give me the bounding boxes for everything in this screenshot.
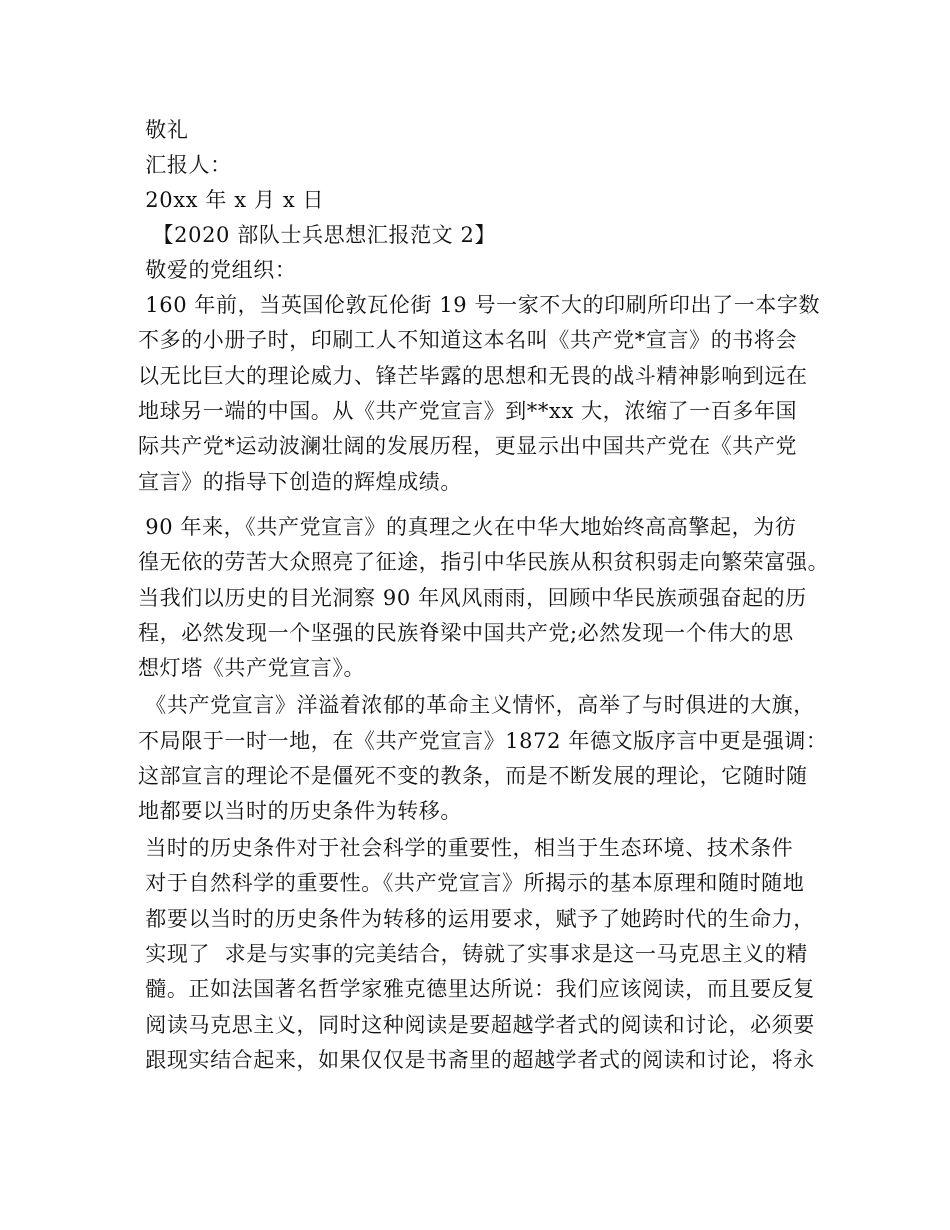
paragraph-line: 都要以当时的历史条件为转移的运用要求，赋予了她跨时代的生命力， (138, 907, 815, 931)
paragraph-line: 宣言》的指导下创造的辉煌成绩。 (138, 470, 462, 494)
section-heading: 【2020 部队士兵思想汇报范文 2】 (138, 223, 497, 247)
greeting: 敬爱的党组织： (138, 258, 297, 282)
report-date: 20xx 年 x 月 x 日 (138, 188, 325, 212)
paragraph-line: 《共产党宣言》洋溢着浓郁的革命主义情怀，高举了与时俱进的大旗， (138, 693, 815, 717)
paragraph-line: 当时的历史条件对于社会科学的重要性，相当于生态环境、技术条件 (138, 836, 794, 860)
paragraph-line: 当我们以历史的目光洞察 90 年风风雨雨，回顾中华民族顽强奋起的历 (138, 586, 807, 610)
paragraph-line: 跟现实结合起来，如果仅仅是书斋里的超越学者式的阅读和讨论，将永 (138, 1048, 815, 1072)
paragraph-line: 90 年来，《共产党宣言》的真理之火在中华大地始终高高擎起，为彷 (138, 515, 797, 539)
paragraph-line: 际共产党*运动波澜壮阔的发展历程，更显示出中国共产党在《共产党 (138, 434, 798, 458)
paragraph-line: 阅读马克思主义，同时这种阅读是要超越学者式的阅读和讨论，必须要 (138, 1013, 815, 1037)
paragraph-line: 160 年前，当英国伦敦瓦伦街 19 号一家不大的印刷所印出了一本字数 (138, 293, 821, 317)
paragraph-line: 以无比巨大的理论威力、锋芒毕露的思想和无畏的战斗精神影响到远在 (138, 364, 808, 388)
paragraph-line: 这部宣言的理论不是僵死不变的教条，而是不断发展的理论，它随时随 (138, 764, 808, 788)
paragraph-line: 对于自然科学的重要性。《共产党宣言》所揭示的基本原理和随时随地 (138, 871, 805, 895)
paragraph-line: 程，必然发现一个坚强的民族脊梁中国共产党;必然发现一个伟大的思 (138, 621, 794, 645)
paragraph-line: 徨无依的劳苦大众照亮了征途，指引中华民族从积贫积弱走向繁荣富强。 (138, 550, 830, 574)
paragraph-line: 不局限于一时一地，在《共产党宣言》1872 年德文版序言中更是强调： (138, 729, 828, 753)
paragraph-line: 想灯塔《共产党宣言》。 (138, 656, 366, 680)
closing-salutation: 敬礼 (138, 118, 189, 142)
paragraph-line: 髓。正如法国著名哲学家雅克德里达所说：我们应该阅读，而且要反复 (138, 977, 815, 1001)
paragraph-line: 实现了 求是与实事的完美结合，铸就了实事求是这一马克思主义的精 (138, 942, 808, 966)
paragraph-line: 地球另一端的中国。从《共产党宣言》到**xx 大，浓缩了一百多年国 (138, 399, 798, 423)
paragraph-line: 不多的小册子时，印刷工人不知道这本名叫《共产党*宣言》的书将会 (138, 328, 798, 352)
paragraph-line: 地都要以当时的历史条件为转移。 (138, 799, 462, 823)
reporter-label: 汇报人： (138, 153, 232, 177)
